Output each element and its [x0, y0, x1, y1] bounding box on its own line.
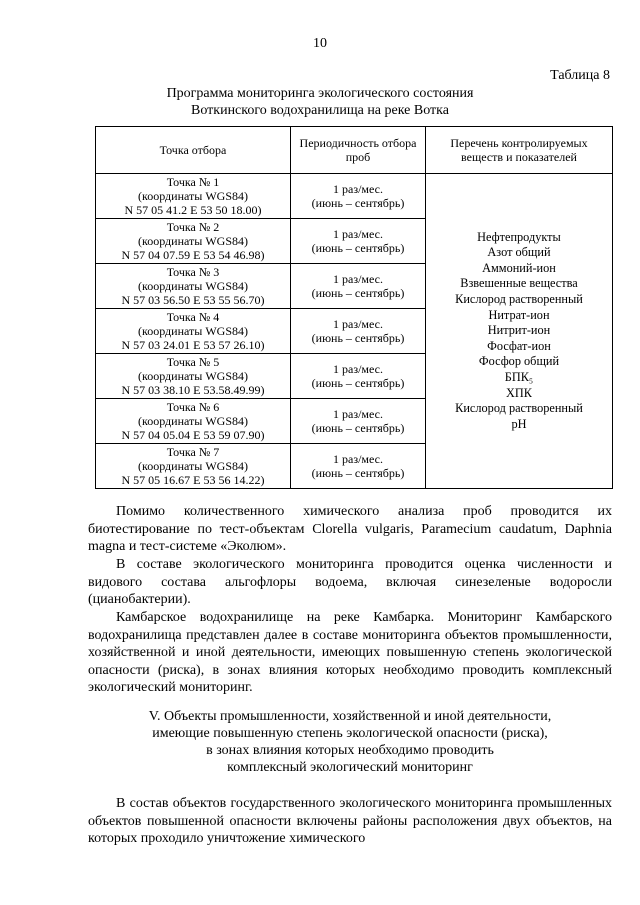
header-point: Точка отбора — [96, 127, 291, 174]
table-label: Таблица 8 — [550, 68, 610, 83]
substance-item: Нефтепродукты — [477, 229, 561, 244]
periodicity-line: 1 раз/мес. — [333, 362, 383, 376]
substance-item: Кислород растворенный — [455, 401, 583, 416]
substances-cell — [426, 174, 613, 489]
sampling-point-cell — [96, 444, 291, 489]
sampling-point-line: N 57 05 16.67 E 53 56 14.22) — [121, 473, 265, 487]
sampling-point-line: N 57 05 41.2 E 53 50 18.00) — [124, 203, 262, 217]
header-periodicity: Периодичность отбора проб — [291, 127, 426, 174]
periodicity-cell — [291, 444, 426, 489]
periodicity-cell — [291, 354, 426, 399]
sampling-point-line: Точка № 6 — [166, 400, 220, 414]
table-title-line: Программа мониторинга экологического состояния — [166, 86, 474, 101]
substance-item: БПК₅ — [504, 369, 534, 384]
sampling-point-line: (координаты WGS84) — [138, 414, 248, 428]
periodicity-line: (июнь – сентябрь) — [311, 286, 405, 300]
sampling-point-cell — [96, 264, 291, 309]
substance-item: Аммоний-ион — [482, 260, 556, 275]
sampling-point-line: N 57 03 38.10 E 53.58.49.99) — [121, 383, 265, 397]
sampling-point-line: Точка № 4 — [166, 310, 220, 324]
sampling-point-line: (координаты WGS84) — [138, 369, 248, 383]
table-header-row — [96, 127, 613, 174]
periodicity-line: (июнь – сентябрь) — [311, 196, 405, 210]
sampling-point-line: Точка № 7 — [166, 445, 220, 459]
paragraph-kambarka: Камбарское водохранилище на реке Камбарка. Мониторинг Камбарского водохранилища представлен далее в составе мониторинга объектов промышленности, хозяйственной и иной деятельности, имеющих повышенную степень экологической опасности (риска), в зонах влияния которых необходимо проводить комплексный экологический мониторинг. — [88, 610, 612, 695]
periodicity-line: (июнь – сентябрь) — [311, 421, 405, 435]
monitoring-table — [95, 126, 613, 489]
sampling-point-line: (координаты WGS84) — [138, 459, 248, 473]
sampling-point-cell — [96, 219, 291, 264]
sampling-point-line: (координаты WGS84) — [138, 324, 248, 338]
page-number: 10 — [313, 36, 327, 51]
periodicity-cell — [291, 309, 426, 354]
periodicity-line: 1 раз/мес. — [333, 407, 383, 421]
periodicity-line: (июнь – сентябрь) — [311, 466, 405, 480]
paragraph-algae: В составе экологического мониторинга проводится оценка численности и видового состава альгофлоры водоема, включая синезеленые водоросли (цианобактерии). — [88, 557, 612, 607]
section-title-line: V. Объекты промышленности, хозяйственной и иной деятельности, — [148, 709, 552, 724]
table-row — [96, 174, 613, 219]
sampling-point-line: (координаты WGS84) — [138, 189, 248, 203]
sampling-point-line: N 57 03 24.01 E 53 57 26.10) — [121, 338, 265, 352]
sampling-point-cell — [96, 174, 291, 219]
sampling-point-line: Точка № 2 — [166, 220, 220, 234]
sampling-point-line: (координаты WGS84) — [138, 279, 248, 293]
periodicity-line: 1 раз/мес. — [333, 182, 383, 196]
substance-item: Фосфор общий — [478, 354, 560, 369]
sampling-point-line: Точка № 3 — [166, 265, 220, 279]
substance-item: Кислород растворенный — [455, 292, 583, 307]
section-title-line: в зонах влияния которых необходимо проводить — [206, 743, 494, 758]
substance-item: ХПК — [506, 385, 532, 400]
sampling-point-cell — [96, 354, 291, 399]
section-title — [100, 708, 600, 776]
sampling-point-line: Точка № 5 — [166, 355, 220, 369]
periodicity-cell — [291, 399, 426, 444]
sampling-point-line: (координаты WGS84) — [138, 234, 248, 248]
periodicity-cell — [291, 219, 426, 264]
periodicity-line: 1 раз/мес. — [333, 317, 383, 331]
periodicity-cell — [291, 264, 426, 309]
substance-item: Фосфат-ион — [487, 338, 551, 353]
periodicity-line: (июнь – сентябрь) — [311, 376, 405, 390]
sampling-point-line: N 57 03 56.50 E 53 55 56.70) — [121, 293, 265, 307]
sampling-point-line: Точка № 1 — [166, 175, 220, 189]
header-substances: Перечень контролируемых веществ и показателей — [426, 127, 613, 174]
sampling-point-cell — [96, 399, 291, 444]
sampling-point-line: N 57 04 05.04 E 53 59 07.90) — [121, 428, 265, 442]
section-title-line: комплексный экологический мониторинг — [227, 760, 473, 775]
substance-item: pH — [511, 416, 527, 431]
periodicity-line: 1 раз/мес. — [333, 227, 383, 241]
table-title-line: Воткинского водохранилища на реке Вотка — [191, 103, 449, 118]
section-title-line: имеющие повышенную степень экологической опасности (риска), — [152, 726, 548, 741]
substance-item: Взвешенные вещества — [460, 276, 578, 291]
periodicity-line: (июнь – сентябрь) — [311, 331, 405, 345]
sampling-point-cell — [96, 309, 291, 354]
substance-item: Нитрат-ион — [488, 307, 550, 322]
periodicity-cell — [291, 174, 426, 219]
periodicity-line: 1 раз/мес. — [333, 272, 383, 286]
sampling-point-line: N 57 04 07.59 E 53 54 46.98) — [121, 248, 265, 262]
substance-item: Нитрит-ион — [487, 323, 551, 338]
periodicity-line: 1 раз/мес. — [333, 452, 383, 466]
paragraph-biotesting: Помимо количественного химического анализа проб проводится их биотестирование по тест-объектам Clorella vulgaris, Paramecium caudatum, Daphnia magna и тест-системе «Эколюм». — [88, 504, 612, 554]
substance-item: Азот общий — [487, 245, 551, 260]
periodicity-line: (июнь – сентябрь) — [311, 241, 405, 255]
paragraph-final: В состав объектов государственного экологического мониторинга промышленных объектов повышенной опасности включены районы расположения двух объектов, на которых проходило уничтожение химического — [88, 796, 612, 846]
table-title — [95, 85, 545, 119]
